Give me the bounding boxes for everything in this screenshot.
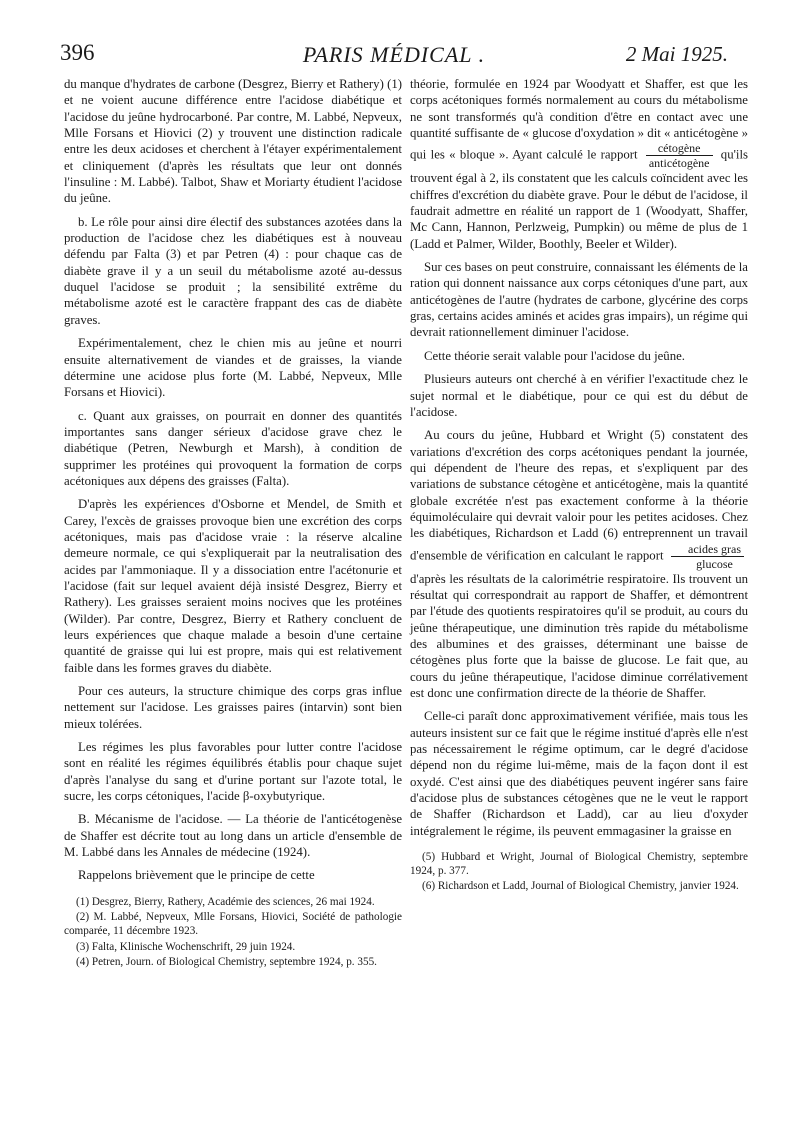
footnotes	[410, 851, 748, 894]
footnote: (6) Richardson et Ladd, Journal of Biological Chemistry, janvier 1924.	[422, 880, 739, 893]
text-run: qu'ils trouvent égal à 2, ils constatent que les calculs coïncident avec les chiffres d'excrétion du diabète grave. Pour le début de l'acidose, il faudrait admettre en réalité un rapport de 1 (Woodyatt, Shaffer, Mc Cann, Hannon, Perlzweig, Pumpkin) ou même de plus de 1 (Ladd et Palmer, Wilder, Boothly, Beeler et Wilder).	[410, 147, 748, 251]
paragraph: Plusieurs auteurs ont cherché à en vérifier l'exactitude chez le sujet normal et le diabétique, pour ce qui est du début de l'acidose.	[410, 372, 748, 419]
paragraph	[410, 427, 748, 701]
text-run: Au cours du jeûne, Hubbard et Wright (5) constatent des variations d'excrétion des corps acétoniques pendant la journée, qui dépendent de l'heure des repas, et s'expliquent par des variations de substance cétogène et anticétogène, mais la quantité globale excrétée n'est pas exactement conforme à la théorie équimoléculaire qui devrait valoir pour les petites acidoses. Chez les diabétiques, Richardson et Ladd (6) entreprennent un travail d'ensemble de vérification en calculant le rapport	[410, 428, 748, 563]
section-heading-paragraph: B. Mécanisme de l'acidose. — La théorie de l'anticétogenèse de Shaffer est décrite tout au long dans un article d'ensemble de M. Labbé dans les Annales de médecine (1924).	[64, 812, 402, 860]
fraction-numerator: acides gras	[671, 542, 744, 557]
footnote: (4) Petren, Journ. of Biological Chemistry, septembre 1924, p. 355.	[76, 956, 377, 969]
paragraph: Les régimes les plus favorables pour lutter contre l'acidose sont en réalité les régimes équilibrés établis pour chaque sujet d'après l'analyse du sang et d'urine portant sur l'azote total, le sucre, les corps cétoniques, l'acide β-oxybutyrique.	[64, 740, 402, 804]
fraction-denominator: glucose	[696, 556, 733, 571]
paragraph: Expérimentalement, chez le chien mis au jeûne et nourri ensuite alternativement de viandes et de graisses, la viande détermine une acidose plus forte (M. Labbé, Nepveux, Mlle Forsans et Hiovici).	[64, 336, 402, 400]
footnote: (5) Hubbard et Wright, Journal of Biological Chemistry, septembre 1924, p. 377.	[410, 851, 748, 877]
paragraph: D'après les expériences d'Osborne et Mendel, de Smith et Carey, l'excès de graisses provoque bien une excrétion des corps acétoniques, mais pas d'acidose vraie : la réserve alcaline demeure normale, ce qui s'expliquerait par la neutralisation des acides par l'ammoniaque. Il y a dissociation entre l'acétonurie et l'acidose (fait sur lequel avaient déjà insisté Desgrez, Bierry et Rathery). Les graisses seraient moins nocives que les protéines (Wilder). Par contre, Desgrez, Bierry et Rathery concluent de leurs expériences que chaque malade a besoin d'une certaine quantité de graisse qui lui est propre, mais qui est relativement faible dans les formes graves du diabète.	[64, 497, 402, 675]
right-column	[410, 76, 748, 896]
paragraph: Pour ces auteurs, la structure chimique des corps gras influe nettement sur l'acidose. Les graisses paires (intarvin) sont bien mieux tolérées.	[64, 684, 402, 731]
ratio-fraction	[646, 141, 713, 170]
journal-title: PARIS MÉDICAL .	[302, 42, 486, 67]
ratio-fraction	[671, 542, 744, 571]
footnotes	[64, 896, 402, 970]
issue-date: 2 Mai 1925.	[625, 42, 728, 66]
paragraph: c. Quant aux graisses, on pourrait en donner des quantités importantes sans danger sérieux d'acidose grave chez le diabétique (Petren, Newburgh et Marsh), à condition de supprimer les protéines qui provoquent la formation de corps acétoniques aux dépens des graisses (Falta).	[64, 408, 402, 488]
paragraph	[410, 76, 748, 252]
footnote: (3) Falta, Klinische Wochenschrift, 29 juin 1924.	[76, 940, 296, 953]
text-run: d'après les résultats de la calorimétrie respiratoire. Ils trouvent un résultat qui correspondrait au rapport de Shaffer, et démontrent par l'étude des quotients respiratoires qu'il se produit, au cours du jeûne thérapeutique, une diminution très rapide du métabolisme des albumines et des graisses, déterminant une baisse de cétogènes plus forte que la baisse de glucose. Le fait que, au cours du jeûne thérapeutique, l'acidose diminue corrélativement est donc une confirmation directe de la théorie de Shaffer.	[410, 571, 748, 700]
running-header	[60, 40, 728, 76]
footnote: (2) M. Labbé, Nepveux, Mlle Forsans, Hiovici, Société de pathologie comparée, 11 décembre 1923.	[64, 911, 402, 937]
text-run: théorie, formulée en 1924 par Woodyatt et Shaffer, est que les corps acétoniques formés normalement au cours du métabolisme ne sont transformés qu'à condition d'être en contact avec une quantité suffisante de « glucose d'oxydation » dit « anticétogène » qui les « bloque ». Ayant calculé le rapport	[410, 77, 748, 162]
fraction-denominator: anticétogène	[648, 156, 710, 171]
page-number: 396	[60, 40, 95, 65]
paragraph: Sur ces bases on peut construire, connaissant les éléments de la ration qui donnent naissance aux corps cétoniques d'une part, aux anticétogènes de l'autre (hydrates de carbone, glycérine des corps gras, certains acides aminés et acides gras impairs), un régime qui devrait rationnellement diminuer l'acidose.	[410, 260, 748, 340]
footnote: (1) Desgrez, Bierry, Rathery, Académie des sciences, 26 mai 1924.	[76, 895, 375, 908]
paragraph: b. Le rôle pour ainsi dire électif des substances azotées dans la production de l'acidose chez les diabétiques est à nouveau défendu par Falta (3) et par Petren (4) : pour chaque cas de diabète grave il y a un seuil du métabolisme azoté au-dessus duquel l'acidose se produit ; la sensibilité extrême du métabolisme azoté est le caractère frappant des cas de diabète graves.	[64, 214, 402, 327]
paragraph: Cette théorie serait valable pour l'acidose du jeûne.	[424, 348, 685, 363]
left-column	[64, 76, 402, 972]
paragraph: Rappelons brièvement que le principe de cette	[78, 868, 315, 883]
fraction-numerator: cétogène	[646, 141, 713, 156]
paragraph: Celle-ci paraît donc approximativement vérifiée, mais tous les auteurs insistent sur ce fait que le régime institué d'après elle n'est pas nécessairement le régime optimum, car le degré d'acidose dépend non du régime lui-même, mais de la façon dont il est oxydé. C'est ainsi que des diabétiques peuvent ingérer sans faire d'acidose plus de substances cétogènes que ne le veut le rapport de Shaffer (Richardson et Ladd), car au lieu d'oxyder intégralement le régime, ils peuvent emmagasiner la graisse en	[410, 709, 748, 838]
paragraph: du manque d'hydrates de carbone (Desgrez, Bierry et Rathery) (1) et ne voient aucune différence entre l'acidose diabétique et l'acidose du jeûne hydrocarboné. Par contre, M. Labbé, Nepveux, Mlle Forsans et Hiovici (2) y trouvent une distinction radicale entre les deux acidoses et cherchent à l'étayer expérimentalement et cliniquement (d'après les résultats que leur ont donnés l'insuline : M. Labbé). Talbot, Shaw et Moriarty étudient l'acidose du jeûne.	[64, 77, 402, 206]
